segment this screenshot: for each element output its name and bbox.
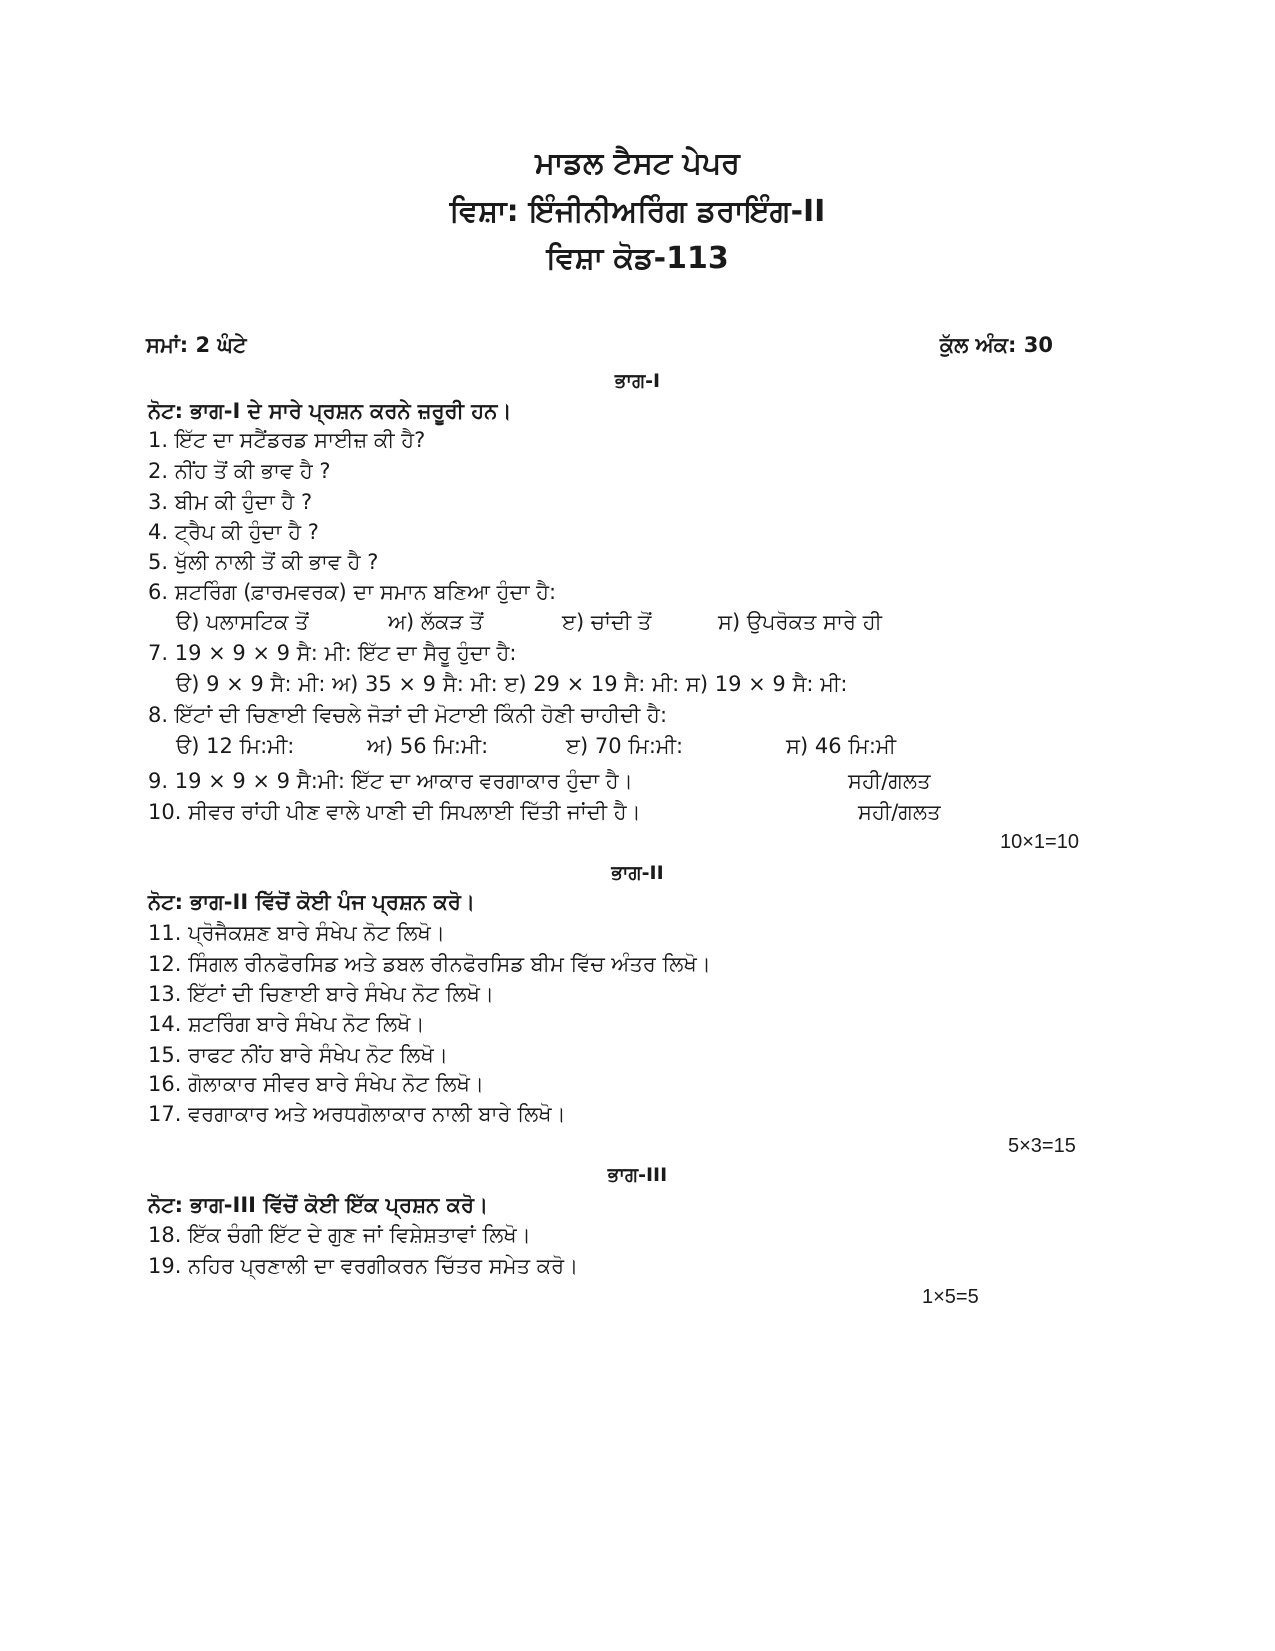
question-7: 7. 19 × 9 × 9 ਸੈ: ਮੀ: ਇੱਟ ਦਾ ਸੈਰੂ ਹੁੰਦਾ ਹੈ: [148, 641, 517, 665]
question-17: 17. ਵਰਗਾਕਾਰ ਅਤੇ ਅਰਧਗੋਲਾਕਾਰ ਨਾਲੀ ਬਾਰੇ ਲਿਖੋ। [148, 1102, 566, 1126]
question-14: 14. ਸ਼ਟਰਿੰਗ ਬਾਰੇ ਸੰਖੇਪ ਨੋਟ ਲਿਖੋ। [148, 1012, 425, 1036]
question-19: 19. ਨਹਿਰ ਪ੍ਰਣਾਲੀ ਦਾ ਵਰਗੀਕਰਨ ਚਿੱਤਰ ਸਮੇਤ ਕਰੋ। [148, 1254, 579, 1278]
subject-code: ਵਿਸ਼ਾ ਕੋਡ-113 [546, 241, 729, 276]
paper-title: ਮਾਡਲ ਟੈਸਟ ਪੇਪਰ [535, 146, 740, 181]
q6-option-a: ੳ) ਪਲਾਸਟਿਕ ਤੋਂ [176, 610, 309, 634]
question-12: 12. ਸਿੰਗਲ ਰੀਨਫੋਰਸਿਡ ਅਤੇ ਡਬਲ ਰੀਨਫੋਰਸਿਡ ਬੀਮ ਵਿੱਚ ਅੰਤਰ ਲਿਖੋ। [148, 952, 711, 976]
part2-note: ਨੋਟ: ਭਾਗ-II ਵਿੱਚੋਂ ਕੋਈ ਪੰਜ ਪ੍ਰਸ਼ਨ ਕਰੋ। [148, 890, 475, 914]
part2-marks: 5×3=15 [1008, 1135, 1076, 1157]
question-2: 2. ਨੀਂਹ ਤੋਂ ਕੀ ਭਾਵ ਹੈ ? [148, 459, 331, 483]
q7-options: ੳ) 9 × 9 ਸੈ: ਮੀ: ਅ) 35 × 9 ਸੈ: ਮੀ: ੲ) 29 × 19 ਸੈ: ਮੀ: ਸ) 19 × 9 ਸੈ: ਮੀ: [176, 672, 848, 696]
part1-note: ਨੋਟ: ਭਾਗ-I ਦੇ ਸਾਰੇ ਪ੍ਰਸ਼ਨ ਕਰਨੇ ਜ਼ਰੂਰੀ ਹਨ। [148, 399, 512, 423]
q8-option-d: ਸ) 46 ਮਿ:ਮੀ [786, 734, 897, 758]
question-5: 5. ਖੁੱਲੀ ਨਾਲੀ ਤੋਂ ਕੀ ਭਾਵ ਹੈ ? [148, 550, 379, 574]
part1-marks: 10×1=10 [1000, 831, 1079, 853]
question-6: 6. ਸ਼ਟਰਿੰਗ (ਫ਼ਾਰਮਵਰਕ) ਦਾ ਸਮਾਨ ਬਣਿਆ ਹੁੰਦਾ ਹੈ: [148, 580, 557, 604]
subject-line: ਵਿਸ਼ਾ: ਇੰਜੀਨੀਅਰਿੰਗ ਡਰਾਇੰਗ-II [449, 194, 826, 229]
q6-option-b: ਅ) ਲੱਕੜ ਤੋਂ [388, 610, 484, 634]
total-marks: ਕੁੱਲ ਅੰਕ: 30 [939, 333, 1053, 357]
part2-heading: ਭਾਗ-II [611, 862, 664, 884]
part3-note: ਨੋਟ: ਭਾਗ-III ਵਿੱਚੋਂ ਕੋਈ ਇੱਕ ਪ੍ਰਸ਼ਨ ਕਰੋ। [148, 1193, 489, 1217]
question-8: 8. ਇੱਟਾਂ ਦੀ ਚਿਣਾਈ ਵਿਚਲੇ ਜੋੜਾਂ ਦੀ ਮੋਟਾਈ ਕਿੰਨੀ ਹੋਣੀ ਚਾਹੀਦੀ ਹੈ: [148, 703, 668, 727]
q6-option-d: ਸ) ਉਪਰੋਕਤ ਸਾਰੇ ਹੀ [718, 610, 882, 634]
q8-option-c: ੲ) 70 ਮਿ:ਮੀ: [566, 734, 684, 758]
question-9: 9. 19 × 9 × 9 ਸੈ:ਮੀ: ਇੱਟ ਦਾ ਆਕਾਰ ਵਰਗਾਕਾਰ ਹੁੰਦਾ ਹੈ। [148, 769, 633, 793]
q8-option-a: ੳ) 12 ਮਿ:ਮੀ: [176, 734, 295, 758]
time-allowed: ਸਮਾਂ: 2 ਘੰਟੇ [146, 333, 247, 357]
part3-heading: ਭਾਗ-III [607, 1164, 668, 1186]
question-15: 15. ਰਾਫਟ ਨੀਂਹ ਬਾਰੇ ਸੰਖੇਪ ਨੋਟ ਲਿਖੋ। [148, 1043, 448, 1067]
q9-true-false: ਸਹੀ/ਗਲਤ [848, 769, 931, 793]
question-10: 10. ਸੀਵਰ ਰਾਂਹੀ ਪੀਣ ਵਾਲੇ ਪਾਣੀ ਦੀ ਸਿਪਲਾਈ ਦਿੱਤੀ ਜਾਂਦੀ ਹੈ। [148, 800, 641, 824]
q6-option-c: ੲ) ਚਾਂਦੀ ਤੋਂ [562, 610, 652, 634]
question-4: 4. ਟ੍ਰੈਪ ਕੀ ਹੁੰਦਾ ਹੈ ? [148, 520, 319, 544]
q10-true-false: ਸਹੀ/ਗਲਤ [858, 800, 941, 824]
question-13: 13. ਇੱਟਾਂ ਦੀ ਚਿਣਾਈ ਬਾਰੇ ਸੰਖੇਪ ਨੋਟ ਲਿਖੋ। [148, 982, 495, 1006]
q8-option-b: ਅ) 56 ਮਿ:ਮੀ: [367, 734, 489, 758]
question-16: 16. ਗੋਲਾਕਾਰ ਸੀਵਰ ਬਾਰੇ ਸੰਖੇਪ ਨੋਟ ਲਿਖੋ। [148, 1072, 485, 1096]
question-11: 11. ਪ੍ਰੋਜੈਕਸ਼ਣ ਬਾਰੇ ਸੰਖੇਪ ਨੋਟ ਲਿਖੋ। [148, 921, 446, 945]
part1-heading: ਭਾਗ-I [614, 370, 661, 392]
question-3: 3. ਬੀਮ ਕੀ ਹੁੰਦਾ ਹੈ ? [148, 490, 313, 514]
question-18: 18. ਇੱਕ ਚੰਗੀ ਇੱਟ ਦੇ ਗੁਣ ਜਾਂ ਵਿਸ਼ੇਸ਼ਤਾਵਾਂ ਲਿਖੋ। [148, 1223, 531, 1247]
question-1: 1. ਇੱਟ ਦਾ ਸਟੈਂਡਰਡ ਸਾਈਜ਼ ਕੀ ਹੈ? [148, 428, 426, 452]
part3-marks: 1×5=5 [922, 1286, 979, 1308]
